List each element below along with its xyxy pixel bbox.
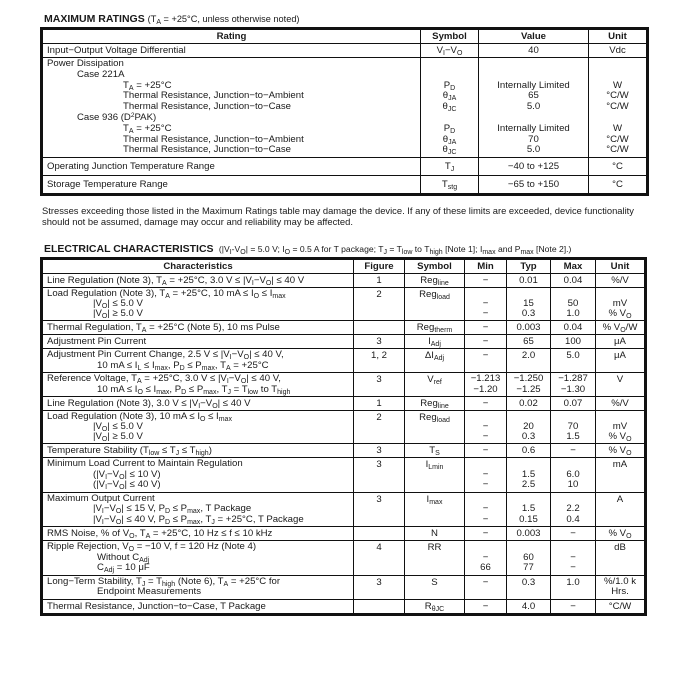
table-row: [43, 411, 645, 444]
rating-cell: Power Dissipation Case 221A $T_A = +25^\circ C$ Thermal Resistance, Junction−to−Ambient Thermal Resistance, Junction−to−Case Case 936 $(D^2PAK)$ $T_A = +25^\circ C$ Thermal Resistance, Junction−to−Ambient Thermal Resistance, Junction−to−Case: [43, 58, 421, 158]
table-row: [43, 44, 647, 58]
typ-cell: 0.02: [507, 397, 551, 411]
characteristic-cell: Temperature Stability $(T_{low} \le T_J \le T_{high})$: [43, 444, 354, 458]
table-row: [43, 541, 645, 576]
value-cell: Internally Limited 65 5.0 Internally Limited 70 5.0: [479, 58, 589, 158]
symbol-cell: $T_J$: [421, 158, 479, 176]
min-cell: −: [465, 444, 507, 458]
min-cell: − −: [465, 458, 507, 493]
col-min: Min: [465, 260, 507, 274]
table-row: [43, 575, 645, 599]
max-cell: 5.0: [551, 349, 596, 373]
unit-cell: W °C/W °C/W W °C/W °C/W: [589, 58, 647, 158]
typ-cell: 0.01: [507, 274, 551, 288]
characteristic-cell: Thermal Resistance, Junction−to−Case, T Package: [43, 599, 354, 613]
table-row: [43, 373, 645, 397]
unit-cell: μA: [596, 349, 645, 373]
figure-cell: 2: [354, 411, 405, 444]
characteristic-cell: Maximum Output Current $|V_I-V_O| \le 15$ V, $P_D \le P_{max}$, T Package $|V_I-V_O| \le 40$ V, $P_D \le P_{max}$, $T_J = +25^\circ C$, T Package: [43, 492, 354, 527]
col-symbol: Symbol: [421, 30, 479, 44]
characteristic-cell: Line Regulation (Note 3), $T_A = +25^\circ C$, 3.0 $V \le |V_I-V_O| \le 40$ V: [43, 274, 354, 288]
table-row: [43, 492, 645, 527]
col-figure: Figure: [354, 260, 405, 274]
min-cell: −: [465, 575, 507, 599]
unit-cell: dB: [596, 541, 645, 576]
typ-cell: 1.5 0.15: [507, 492, 551, 527]
unit-cell: mV % $V_O$: [596, 411, 645, 444]
figure-cell: 1: [354, 274, 405, 288]
symbol-cell: Reg$_{line}$: [405, 397, 465, 411]
value-cell: 40: [479, 44, 589, 58]
max-cell: 100: [551, 335, 596, 349]
figure-cell: 3: [354, 458, 405, 493]
table-row: [43, 335, 645, 349]
characteristic-cell: Load Regulation (Note 3), $T_A = +25^\circ C$, 10 mA ≤ $I_O \le I_{max}$ $|V_O| \le 5.0$ V $|V_O| \ge 5.0$ V: [43, 288, 354, 321]
table-row: [43, 58, 647, 158]
figure-cell: 4: [354, 541, 405, 576]
unit-cell: % $V_O$: [596, 444, 645, 458]
symbol-cell: Reg$_{load}$: [405, 288, 465, 321]
table-row: [43, 397, 645, 411]
unit-cell: %/V: [596, 274, 645, 288]
table-row: [43, 599, 645, 613]
figure-cell: [354, 527, 405, 541]
min-cell: −: [465, 599, 507, 613]
symbol-cell: $I_{Lmin}$: [405, 458, 465, 493]
max-cell: 50 1.0: [551, 288, 596, 321]
typ-cell: 0.003: [507, 527, 551, 541]
unit-cell: %/V: [596, 397, 645, 411]
typ-cell: 60 77: [507, 541, 551, 576]
figure-cell: 1: [354, 397, 405, 411]
figure-cell: [354, 321, 405, 335]
typ-cell: −1.250 −1.25: [507, 373, 551, 397]
max-cell: 70 1.5: [551, 411, 596, 444]
min-cell: −1.213 −1.20: [465, 373, 507, 397]
symbol-cell: N: [405, 527, 465, 541]
max-cell: 6.0 10: [551, 458, 596, 493]
col-characteristics: Characteristics: [43, 260, 354, 274]
col-symbol: Symbol: [405, 260, 465, 274]
unit-cell: V: [596, 373, 645, 397]
table-row: [43, 176, 647, 194]
unit-cell: mV % $V_O$: [596, 288, 645, 321]
typ-cell: 65: [507, 335, 551, 349]
characteristic-cell: Adjustment Pin Current: [43, 335, 354, 349]
max-cell: 0.07: [551, 397, 596, 411]
symbol-cell: $T_{stg}$: [421, 176, 479, 194]
typ-cell: 4.0: [507, 599, 551, 613]
min-cell: −: [465, 397, 507, 411]
characteristic-cell: Adjustment Pin Current Change, 2.5 $V \le |V_I-V_O| \le 40$ V, 10 mA ≤ $I_L \le I_{max}$, $P_D \le P_{max}$, $T_A = +25^\circ C$: [43, 349, 354, 373]
max-cell: −: [551, 527, 596, 541]
col-value: Value: [479, 30, 589, 44]
electrical-table: [42, 259, 645, 614]
electrical-title: [44, 243, 571, 255]
symbol-cell: $\Delta I_{Adj}$: [405, 349, 465, 373]
col-unit: Unit: [589, 30, 647, 44]
unit-cell: μA: [596, 335, 645, 349]
figure-cell: 3: [354, 492, 405, 527]
symbol-cell: Reg$_{therm}$: [405, 321, 465, 335]
characteristic-cell: Load Regulation (Note 3), 10 mA ≤ $I_O \le I_{max}$ $|V_O| \le 5.0$ V $|V_O| \ge 5.0$ V: [43, 411, 354, 444]
characteristic-cell: Reference Voltage, $T_A = +25^\circ C$, 3.0 $V \le |V_I-V_O| \le 40$ V, 10 mA ≤ $I_O \le I_{max}$, $P_D \le P_{max}$, $T_J = T_{low}$ to $T_{high}$: [43, 373, 354, 397]
symbol-cell: Reg$_{line}$: [405, 274, 465, 288]
table-header-row: [43, 30, 647, 44]
col-rating: Rating: [43, 30, 421, 44]
characteristic-cell: Long−Term Stability, $T_J = T_{high}$ (Note 6), $T_A = +25^\circ C$ for Endpoint Measurements: [43, 575, 354, 599]
unit-cell: °C/W: [596, 599, 645, 613]
symbol-cell: S: [405, 575, 465, 599]
col-typ: Typ: [507, 260, 551, 274]
typ-cell: 0.3: [507, 575, 551, 599]
symbol-cell: $R_{\theta JC}$: [405, 599, 465, 613]
max-cell: −: [551, 599, 596, 613]
characteristic-cell: Ripple Rejection, $V_O = -10$ V, f = 120 Hz (Note 4) Without $C_{Adj}$ $C_{Adj} = 10$ μF: [43, 541, 354, 576]
min-cell: − −: [465, 411, 507, 444]
table-row: [43, 527, 645, 541]
min-cell: −: [465, 335, 507, 349]
col-max: Max: [551, 260, 596, 274]
table-row: [43, 158, 647, 176]
typ-cell: 2.0: [507, 349, 551, 373]
title-condition: ($|V_I-V_O| = 5.0$ V; $I_O = 0.5$ A for T package; $T_J = T_{low}$ to $T_{high}$ [Note 1]; $I_{max}$ and $P_{max}$ [Note 2].): [218, 244, 572, 256]
max-ratings-table: [42, 29, 647, 194]
characteristic-cell: Minimum Load Current to Maintain Regulation ($|V_I-V_O| \le 10$ V) ($|V_I-V_O| \le 40$ V): [43, 458, 354, 493]
figure-cell: 1, 2: [354, 349, 405, 373]
symbol-cell: $I_{max}$: [405, 492, 465, 527]
characteristic-cell: RMS Noise, % of $V_O$, $T_A = +25^\circ C$, 10 Hz ≤ f ≤ 10 kHz: [43, 527, 354, 541]
unit-cell: %/1.0 k Hrs.: [596, 575, 645, 599]
min-cell: − 66: [465, 541, 507, 576]
title-condition: ($T_A = +25^\circ C$, unless otherwise noted): [147, 14, 300, 26]
title-text: MAXIMUM RATINGS: [44, 13, 145, 25]
min-cell: − −: [465, 492, 507, 527]
unit-cell: % $V_O/W$: [596, 321, 645, 335]
symbol-cell: RR: [405, 541, 465, 576]
rating-cell: Storage Temperature Range: [43, 176, 421, 194]
figure-cell: 2: [354, 288, 405, 321]
characteristic-cell: Line Regulation (Note 3), 3.0 $V \le |V_I-V_O| \le 40$ V: [43, 397, 354, 411]
symbol-cell: $T_S$: [405, 444, 465, 458]
table-row: [43, 458, 645, 493]
unit-cell: % $V_O$: [596, 527, 645, 541]
rating-cell: Input−Output Voltage Differential: [43, 44, 421, 58]
typ-cell: 15 0.3: [507, 288, 551, 321]
figure-cell: [354, 599, 405, 613]
unit-cell: °C: [589, 158, 647, 176]
figure-cell: 3: [354, 575, 405, 599]
unit-cell: °C: [589, 176, 647, 194]
table-row: [43, 288, 645, 321]
min-cell: −: [465, 349, 507, 373]
min-cell: − −: [465, 288, 507, 321]
symbol-cell: $V_I-V_O$: [421, 44, 479, 58]
figure-cell: 3: [354, 335, 405, 349]
rating-cell: Operating Junction Temperature Range: [43, 158, 421, 176]
col-unit: Unit: [596, 260, 645, 274]
symbol-cell: Reg$_{load}$: [405, 411, 465, 444]
characteristic-cell: Thermal Regulation, $T_A = +25^\circ C$ (Note 5), 10 ms Pulse: [43, 321, 354, 335]
max-ratings-title: [44, 13, 300, 25]
table-row: [43, 321, 645, 335]
table-header-row: [43, 260, 645, 274]
max-cell: −1.287 −1.30: [551, 373, 596, 397]
min-cell: −: [465, 321, 507, 335]
max-cell: 0.04: [551, 274, 596, 288]
unit-cell: A: [596, 492, 645, 527]
typ-cell: 0.003: [507, 321, 551, 335]
symbol-cell: $I_{Adj}$: [405, 335, 465, 349]
symbol-cell: $V_{ref}$: [405, 373, 465, 397]
max-cell: −: [551, 444, 596, 458]
figure-cell: 3: [354, 373, 405, 397]
value-cell: −65 to +150: [479, 176, 589, 194]
stress-note: Stresses exceeding those listed in the Maximum Ratings table may damage the device. If any of these limits are exceeded, device functionality should not be assumed, damage may occur and reliability may be affected.: [42, 205, 634, 227]
value-cell: −40 to +125: [479, 158, 589, 176]
table-row: [43, 274, 645, 288]
table-row: [43, 444, 645, 458]
typ-cell: 20 0.3: [507, 411, 551, 444]
symbol-cell: $P_D$ $\theta_{JA}$ $\theta_{JC}$ $P_D$ $\theta_{JA}$ $\theta_{JC}$: [421, 58, 479, 158]
figure-cell: 3: [354, 444, 405, 458]
max-cell: 1.0: [551, 575, 596, 599]
min-cell: −: [465, 274, 507, 288]
min-cell: −: [465, 527, 507, 541]
title-text: ELECTRICAL CHARACTERISTICS: [44, 243, 214, 255]
table-row: [43, 349, 645, 373]
unit-cell: mA: [596, 458, 645, 493]
typ-cell: 0.6: [507, 444, 551, 458]
typ-cell: 1.5 2.5: [507, 458, 551, 493]
max-cell: 0.04: [551, 321, 596, 335]
unit-cell: Vdc: [589, 44, 647, 58]
max-cell: 2.2 0.4: [551, 492, 596, 527]
max-cell: − −: [551, 541, 596, 576]
